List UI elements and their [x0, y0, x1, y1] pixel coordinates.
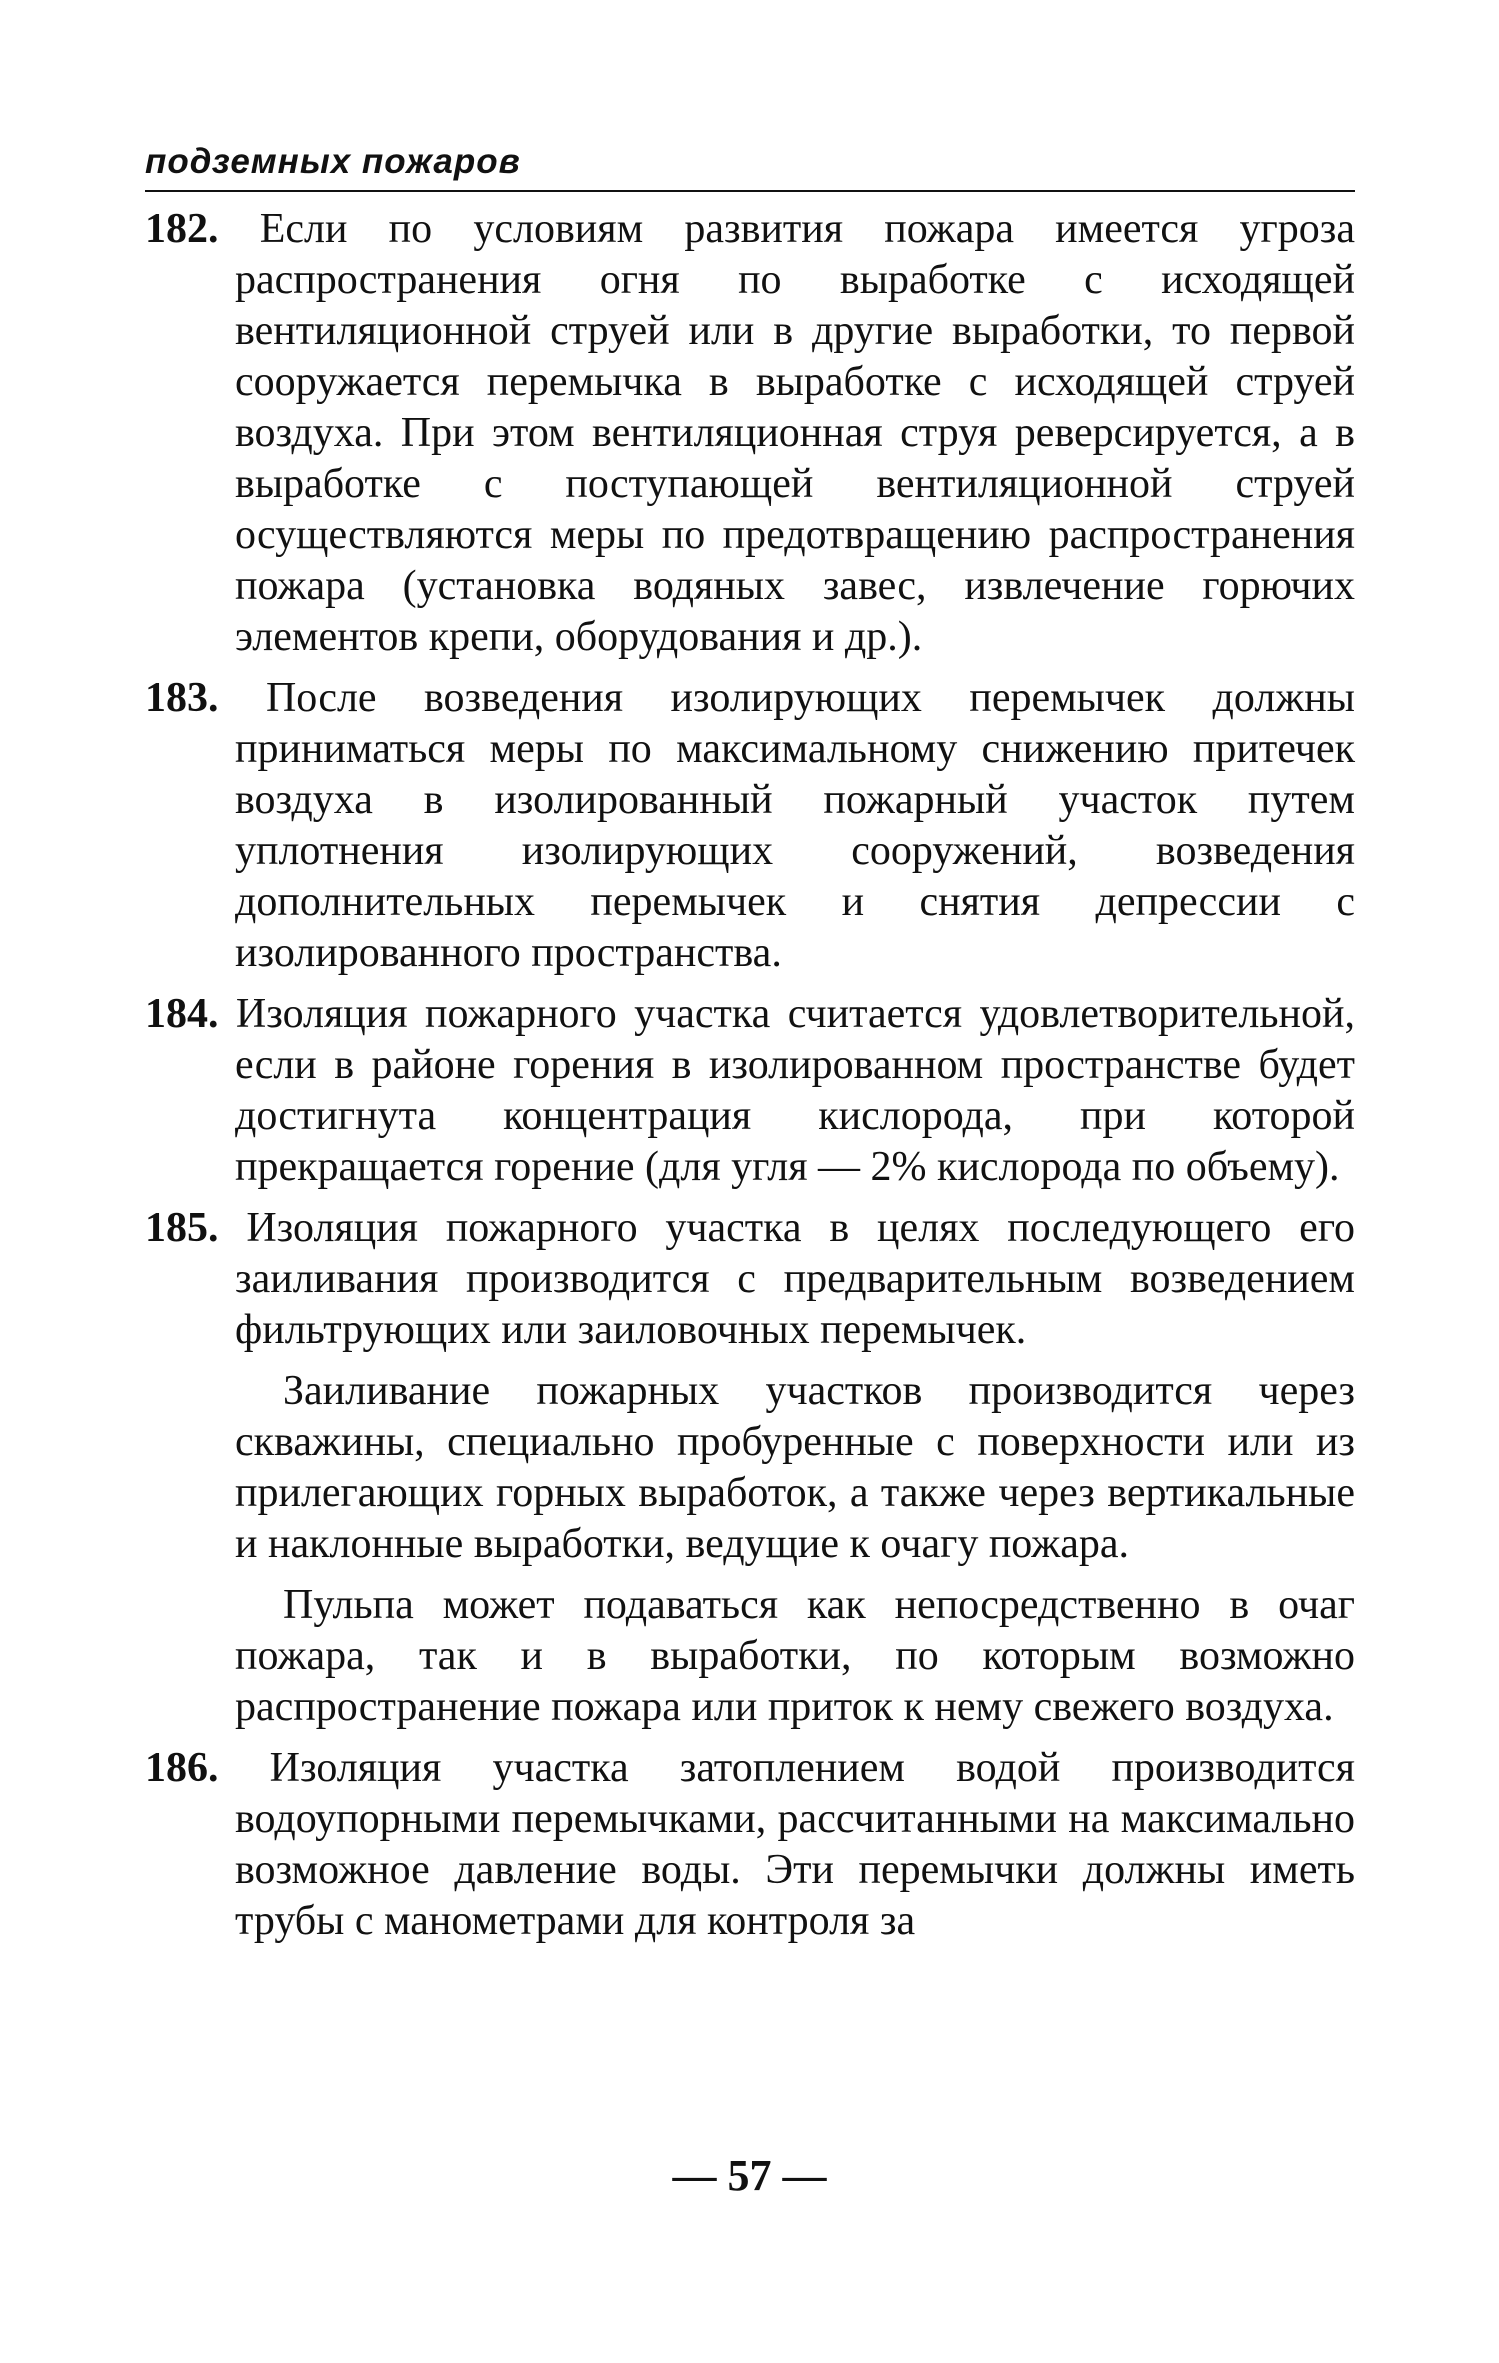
item-number: 183	[145, 675, 208, 721]
item-number: 184	[145, 991, 208, 1037]
item-number: 186	[145, 1745, 208, 1791]
item-text: Если по условиям развития пожара имеется угроза распространения огня по выработке с исходящей вентиляционной струей или в другие выработки, то первой сооружается перемычка в выработке с исходящей струей воздуха. При этом вентиляционная струя реверсируется, а в выработке с поступающей вентиляционной струей осуществляются меры по предотвращению распространения пожара (установка водяных завес, извлечение горючих элементов крепи, оборудования и др.).	[235, 206, 1356, 660]
list-item	[145, 673, 1355, 979]
item-paragraph: 186. Изоляция участка затоплением водой производится водоупорными перемычками, рассчитанными на максимально возможное давление воды. Эти перемычки должны иметь трубы с манометрами для контроля за	[145, 1745, 1356, 1944]
page	[145, 140, 1355, 1957]
item-paragraph: 184. Изоляция пожарного участка считается удовлетворительной, если в районе горения в изолированном пространстве будет достигнута концентрация кислорода, при которой прекращается горение (для угля — 2% кислорода по объему).	[145, 991, 1356, 1190]
item-text: Изоляция пожарного участка в целях последующего его заиливания производится с предварительным возведением фильтрующих или заиловочных перемычек.	[235, 1205, 1356, 1353]
item-number: 182	[145, 206, 208, 252]
item-list	[145, 204, 1355, 1947]
item-paragraph: Заиливание пожарных участков производится через скважины, специально пробуренные с поверхности или из прилегающих горных выработок, а также через вертикальные и наклонные выработки, ведущие к очагу пожара.	[235, 1368, 1355, 1567]
item-paragraph: 185. Изоляция пожарного участка в целях последующего его заиливания производится с предварительным возведением фильтрующих или заиловочных перемычек.	[145, 1205, 1356, 1353]
list-item	[145, 204, 1355, 663]
item-paragraph: Пульпа может подаваться как непосредственно в очаг пожара, так и в выработки, по которым возможно распространение пожара или приток к нему свежего воздуха.	[235, 1582, 1355, 1730]
item-text: Изоляция пожарного участка считается удовлетворительной, если в районе горения в изолированном пространстве будет достигнута концентрация кислорода, при которой прекращается горение (для угля — 2% кислорода по объему).	[235, 991, 1356, 1190]
page-number: — 57 —	[672, 2151, 827, 2200]
item-paragraph: 182. Если по условиям развития пожара имеется угроза распространения огня по выработке с исходящей вентиляционной струей или в другие выработки, то первой сооружается перемычка в выработке с исходящей струей воздуха. При этом вентиляционная струя реверсируется, а в выработке с поступающей вентиляционной струей осуществляются меры по предотвращению распространения пожара (установка водяных завес, извлечение горючих элементов крепи, оборудования и др.).	[145, 206, 1356, 660]
item-paragraph: 183. После возведения изолирующих перемычек должны приниматься меры по максимальному снижению притечек воздуха в изолированный пожарный участок путем уплотнения изолирующих сооружений, возведения дополнительных перемычек и снятия депрессии с изолированного пространства.	[145, 675, 1355, 976]
running-header: подземных пожаров	[145, 140, 1355, 192]
list-item	[145, 989, 1355, 1193]
list-item	[145, 1743, 1355, 1947]
item-text: Изоляция участка затоплением водой производится водоупорными перемычками, рассчитанными на максимально возможное давление воды. Эти перемычки должны иметь трубы с манометрами для контроля за	[235, 1745, 1356, 1944]
item-text: После возведения изолирующих перемычек должны приниматься меры по максимальному снижению притечек воздуха в изолированный пожарный участок путем уплотнения изолирующих сооружений, возведения дополнительных перемычек и снятия депрессии с изолированного пространства.	[235, 675, 1355, 976]
item-number: 185	[145, 1205, 208, 1251]
list-item	[145, 1203, 1355, 1733]
